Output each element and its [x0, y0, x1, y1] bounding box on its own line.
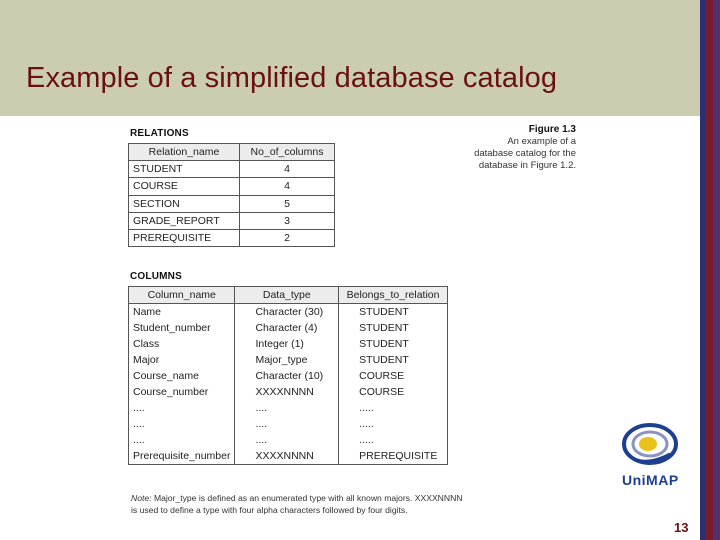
side-bar-purple — [713, 0, 720, 540]
columns-label: COLUMNS — [130, 271, 182, 282]
table-row — [129, 178, 335, 195]
table-row — [129, 384, 448, 400]
table-row — [129, 336, 448, 352]
slide-title: Example of a simplified database catalog — [26, 62, 558, 94]
data-type-cell: XXXXNNNN — [235, 448, 339, 465]
column-count-cell: 5 — [239, 195, 334, 212]
table-row — [129, 400, 448, 416]
relation-cell: PREREQUISITE — [339, 448, 448, 465]
table-row — [129, 304, 448, 321]
data-type-cell: Character (10) — [235, 368, 339, 384]
table-row — [129, 368, 448, 384]
table-row — [129, 448, 448, 465]
table-row — [129, 161, 335, 178]
data-type-cell: Character (4) — [235, 320, 339, 336]
column-name-cell: .... — [129, 432, 235, 448]
relation-name-cell: SECTION — [129, 195, 240, 212]
relations-header-cell: Relation_name — [129, 144, 240, 161]
table-row — [129, 416, 448, 432]
figure-number: Figure 1.3 — [528, 124, 576, 135]
figure-caption-line: database in Figure 1.2. — [478, 160, 576, 171]
page-number: 13 — [674, 520, 689, 535]
side-bar-red — [706, 0, 713, 540]
table-row — [129, 352, 448, 368]
relation-cell: COURSE — [339, 384, 448, 400]
slide-header — [0, 0, 700, 116]
table-row — [129, 432, 448, 448]
relation-cell: ..... — [339, 416, 448, 432]
column-count-cell: 4 — [239, 178, 334, 195]
relation-cell: STUDENT — [339, 320, 448, 336]
table-row — [129, 212, 335, 229]
relation-cell: STUDENT — [339, 336, 448, 352]
column-name-cell: .... — [129, 400, 235, 416]
column-name-cell: .... — [129, 416, 235, 432]
column-count-cell: 2 — [239, 229, 334, 246]
column-name-cell: Class — [129, 336, 235, 352]
data-type-cell: .... — [235, 416, 339, 432]
columns-header-cell: Column_name — [129, 287, 235, 304]
table-note — [131, 492, 471, 516]
figure-caption-line: An example of a — [507, 136, 576, 147]
relations-label: RELATIONS — [130, 128, 189, 139]
column-count-cell: 3 — [239, 212, 334, 229]
relation-cell: ..... — [339, 432, 448, 448]
university-logo-text: UniMAP — [622, 472, 679, 488]
relation-name-cell: GRADE_REPORT — [129, 212, 240, 229]
relation-cell: STUDENT — [339, 352, 448, 368]
column-name-cell: Course_name — [129, 368, 235, 384]
figure-caption-line: database catalog for the — [474, 148, 576, 159]
column-name-cell: Course_number — [129, 384, 235, 400]
relation-cell: STUDENT — [339, 304, 448, 321]
data-type-cell: Character (30) — [235, 304, 339, 321]
figure-caption — [474, 124, 576, 172]
columns-header-cell: Data_type — [235, 287, 339, 304]
data-type-cell: Integer (1) — [235, 336, 339, 352]
columns-header-cell: Belongs_to_relation — [339, 287, 448, 304]
data-type-cell: .... — [235, 432, 339, 448]
relations-header-cell: No_of_columns — [239, 144, 334, 161]
column-name-cell: Student_number — [129, 320, 235, 336]
note-label: Note: — [131, 493, 152, 503]
relation-cell: COURSE — [339, 368, 448, 384]
relations-table — [128, 143, 335, 247]
data-type-cell: XXXXNNNN — [235, 384, 339, 400]
table-row — [129, 195, 335, 212]
relation-name-cell: COURSE — [129, 178, 240, 195]
table-row — [129, 320, 448, 336]
data-type-cell: Major_type — [235, 352, 339, 368]
note-line: is used to define a type with four alpha characters followed by four digits. — [131, 505, 408, 515]
relation-name-cell: PREREQUISITE — [129, 229, 240, 246]
relation-name-cell: STUDENT — [129, 161, 240, 178]
data-type-cell: .... — [235, 400, 339, 416]
column-name-cell: Prerequisite_number — [129, 448, 235, 465]
column-name-cell: Major — [129, 352, 235, 368]
note-line: Major_type is defined as an enumerated type with all known majors. XXXXNNNN — [153, 493, 463, 503]
column-count-cell: 4 — [239, 161, 334, 178]
column-name-cell: Name — [129, 304, 235, 321]
columns-table — [128, 286, 448, 465]
relation-cell: ..... — [339, 400, 448, 416]
table-row — [129, 229, 335, 246]
